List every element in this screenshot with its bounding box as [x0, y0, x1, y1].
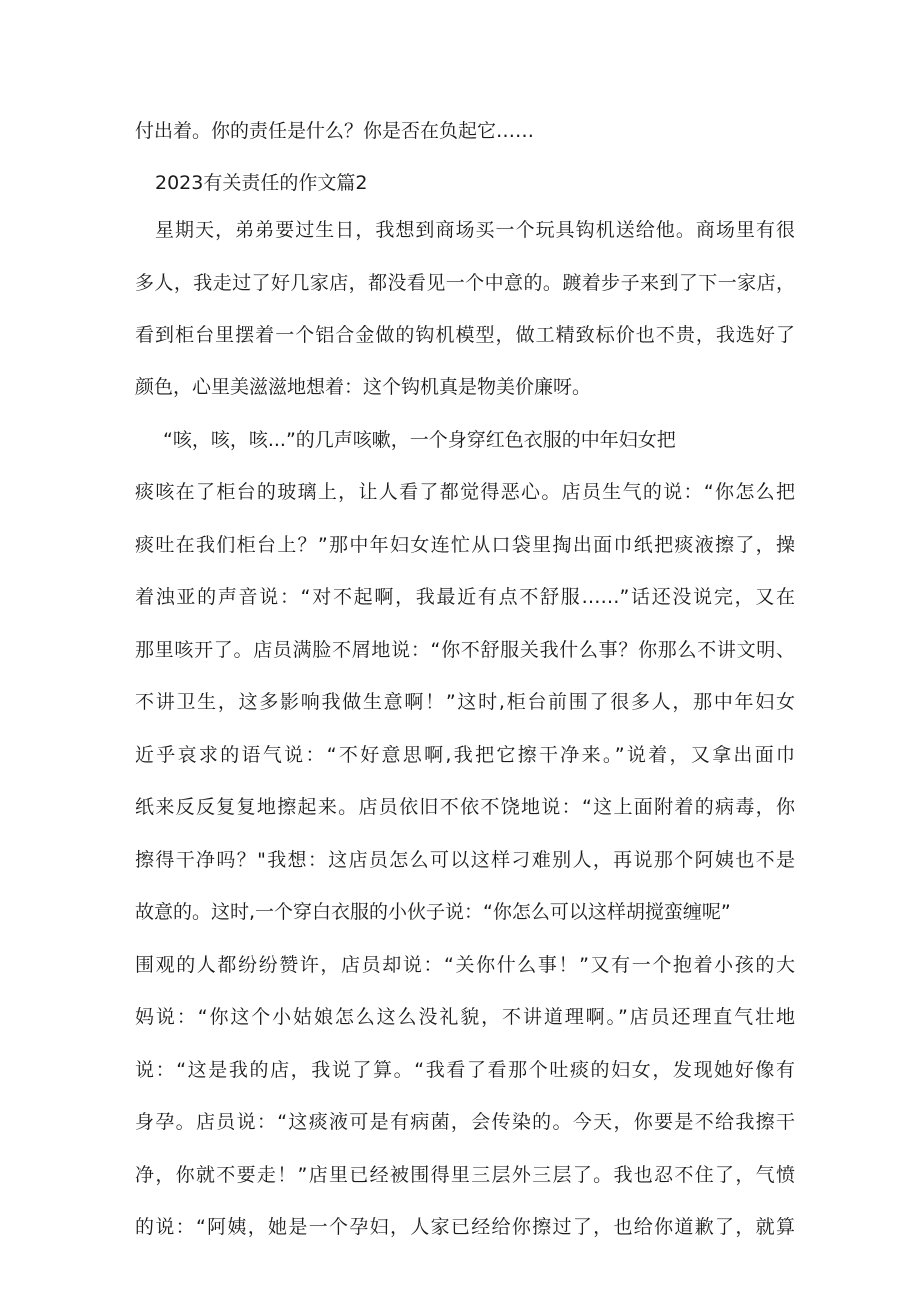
paragraph-line: 近乎哀求的语气说：“不好意思啊,我把它擦干净来。”说着，又拿出面巾 [135, 744, 795, 766]
paragraph-line: 痰咳在了柜台的玻璃上，让人看了都觉得恶心。店员生气的说：“你怎么把 [135, 481, 795, 503]
paragraph-line: 着浊亚的声音说：“对不起啊，我最近有点不舒服……”话还没说完，又在 [135, 586, 795, 608]
paragraph-line: 故意的。这时,一个穿白衣服的小伙子说：“你怎么可以这样胡搅蛮缠呢” [135, 901, 731, 923]
essay-heading: 2023有关责任的作文篇2 [155, 172, 368, 194]
paragraph-line: 净，你就不要走！”店里已经被围得里三层外三层了。我也忍不住了，气愤 [135, 1164, 795, 1186]
paragraph-line: 擦得干净吗？"我想：这店员怎么可以这样刁难别人，再说那个阿姨也不是 [135, 849, 795, 871]
paragraph-line: 围观的人都纷纷赞许，店员却说：“关你什么事！”又有一个抱着小孩的大 [135, 954, 795, 976]
paragraph-line: 那里咳开了。店员满脸不屑地说：“你不舒服关我什么事？你那么不讲文明、 [135, 639, 795, 661]
intro-line: 付出着。你的责任是什么？你是否在负起它…… [135, 120, 535, 142]
paragraph-line: 说：“这是我的店，我说了算。“我看了看那个吐痰的妇女，发现她好像有 [135, 1059, 795, 1081]
paragraph-line: 星期天，弟弟要过生日，我想到商场买一个玩具钩机送给他。商场里有很 [155, 219, 795, 241]
paragraph-line: 颜色，心里美滋滋地想着：这个钩机真是物美价廉呀。 [135, 376, 592, 398]
paragraph-line: “咳，咳，咳...”的几声咳嗽，一个身穿红色衣服的中年妇女把 [163, 429, 676, 451]
paragraph-line: 纸来反反复复地擦起来。店员依旧不依不饶地说：“这上面附着的病毒，你 [135, 796, 795, 818]
paragraph-line: 身孕。店员说：“这痰液可是有病菌，会传染的。今天，你要是不给我擦干 [135, 1111, 795, 1133]
paragraph-line: 妈说：“你这个小姑娘怎么这么没礼貌，不讲道理啊。”店员还理直气壮地 [135, 1006, 795, 1028]
paragraph-line: 多人，我走过了好几家店，都没看见一个中意的。踱着步子来到了下一家店， [135, 272, 795, 294]
paragraph-line: 痰吐在我们柜台上？”那中年妇女连忙从口袋里掏出面巾纸把痰液擦了，操 [135, 534, 795, 556]
paragraph-line: 不讲卫生，这多影响我做生意啊！”这时,柜台前围了很多人，那中年妇女 [135, 691, 795, 713]
paragraph-line: 看到柜台里摆着一个铝合金做的钩机模型，做工精致标价也不贵，我选好了 [135, 324, 795, 346]
paragraph-line: 的说：“阿姨，她是一个孕妇，人家已经给你擦过了，也给你道歉了，就算 [135, 1216, 795, 1238]
